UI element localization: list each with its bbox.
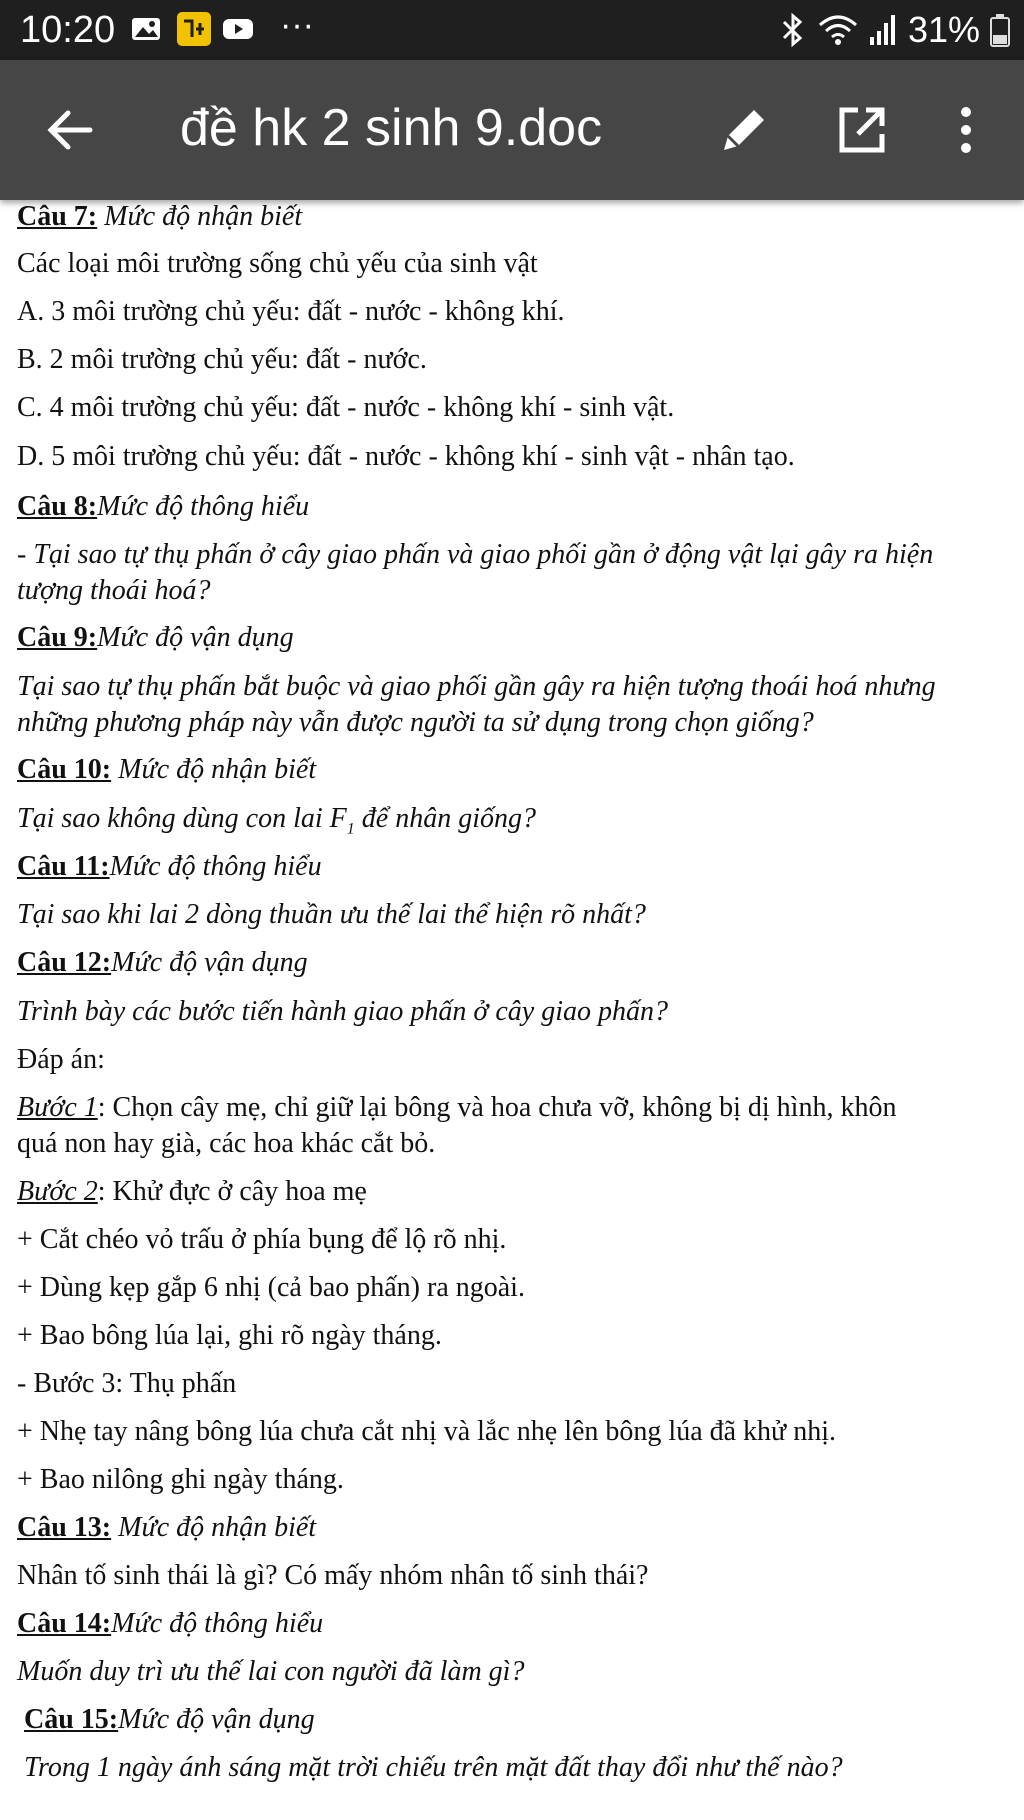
question-text: Tại sao khi lai 2 dòng thuần ưu thế lai thể hiện rõ nhất? xyxy=(17,899,646,930)
difficulty-level: Mức độ vận dụng xyxy=(111,947,308,978)
question-label: Câu 13: xyxy=(17,1512,112,1543)
answer-step-3: - Bước 3: Thụ phấn xyxy=(17,1368,237,1399)
question-label: Câu 7: xyxy=(17,201,98,232)
question-text: Trình bày các bước tiến hành giao phấn ở cây giao phấn? xyxy=(17,996,668,1027)
answer-option-a: A. 3 môi trường chủ yếu: đất - nước - không khí. xyxy=(17,296,565,327)
answer-item: + Dùng kẹp gắp 6 nhị (cả bao phấn) ra ngoài. xyxy=(17,1272,525,1303)
wifi-icon xyxy=(818,13,858,47)
question-label: Câu 9: xyxy=(17,622,98,653)
question-label: Câu 14: xyxy=(17,1608,112,1639)
battery-percent: 31% xyxy=(907,9,980,50)
difficulty-level: Mức độ nhận biết xyxy=(118,1512,317,1543)
answer-item: + Cắt chéo vỏ trấu ở phía bụng để lộ rõ nhị. xyxy=(17,1224,507,1255)
edit-pencil-icon[interactable] xyxy=(714,100,774,160)
signal-icon xyxy=(868,13,898,47)
status-time: 10:20 xyxy=(20,9,116,51)
difficulty-level: Mức độ thông hiểu xyxy=(111,1608,324,1639)
question-8-heading xyxy=(17,490,309,524)
question-label: Câu 15: xyxy=(24,1704,119,1735)
question-text: Trong 1 ngày ánh sáng mặt trời chiếu trên mặt đất thay đổi như thế nào? xyxy=(24,1752,843,1783)
question-text: những phương pháp này vẫn được người ta sử dụng trong chọn giống? xyxy=(17,707,814,738)
question-text: Nhân tố sinh thái là gì? Có mấy nhóm nhân tố sinh thái? xyxy=(17,1560,649,1591)
question-label: Câu 8: xyxy=(17,491,98,522)
answer-step-1-cont: quá non hay già, các hoa khác cắt bỏ. xyxy=(17,1128,436,1159)
question-12-heading xyxy=(17,946,308,980)
vpn-icon xyxy=(176,11,212,47)
question-text: tượng thoái hoá? xyxy=(17,575,211,606)
answer-option-b: B. 2 môi trường chủ yếu: đất - nước. xyxy=(17,344,427,375)
youtube-icon xyxy=(222,15,254,43)
question-label: Câu 10: xyxy=(17,754,112,785)
difficulty-level: Mức độ thông hiểu xyxy=(109,851,322,882)
answer-step-2: Bước 2: Khử đực ở cây hoa mẹ xyxy=(17,1176,367,1207)
answer-option-c: C. 4 môi trường chủ yếu: đất - nước - không khí - sinh vật. xyxy=(17,392,675,423)
question-14-heading xyxy=(17,1607,323,1641)
difficulty-level: Mức độ thông hiểu xyxy=(97,491,310,522)
question-11-heading xyxy=(17,850,322,884)
difficulty-level: Mức độ vận dụng xyxy=(118,1704,315,1735)
question-9-heading xyxy=(17,621,294,655)
app-bar xyxy=(0,60,1024,200)
question-label: Câu 12: xyxy=(17,947,112,978)
gallery-icon xyxy=(130,15,162,43)
difficulty-level: Mức độ nhận biết xyxy=(104,201,303,232)
question-text: Các loại môi trường sống chủ yếu của sinh vật xyxy=(17,248,538,279)
question-7-heading xyxy=(17,200,302,234)
question-13-heading xyxy=(17,1511,316,1545)
question-text: Tại sao tự thụ phấn bắt buộc và giao phối gần gây ra hiện tượng thoái hoá nhưng xyxy=(17,671,936,702)
answer-item: + Bao nilông ghi ngày tháng. xyxy=(17,1464,344,1495)
question-15-heading xyxy=(24,1703,315,1737)
answer-option-d: D. 5 môi trường chủ yếu: đất - nước - không khí - sinh vật - nhân tạo. xyxy=(17,441,795,472)
more-vert-icon[interactable] xyxy=(936,100,996,160)
answer-item: + Nhẹ tay nâng bông lúa chưa cắt nhị và lắc nhẹ lên bông lúa đã khử nhị. xyxy=(17,1416,837,1447)
more-notifications: ··· xyxy=(280,6,314,44)
question-10-heading xyxy=(17,753,316,787)
open-external-icon[interactable] xyxy=(832,100,892,160)
difficulty-level: Mức độ nhận biết xyxy=(118,754,317,785)
document-page xyxy=(0,200,1024,1820)
battery-icon xyxy=(990,13,1010,47)
answer-item: + Bao bông lúa lại, ghi rõ ngày tháng. xyxy=(17,1320,442,1351)
back-arrow-icon[interactable] xyxy=(40,100,100,160)
question-text: - Tại sao tự thụ phấn ở cây giao phấn và giao phối gần ở động vật lại gây ra hiện xyxy=(17,539,934,570)
status-bar xyxy=(0,0,1024,60)
question-text: Tại sao không dùng con lai $F_1$ để nhân giống? xyxy=(17,803,536,838)
answer-step-1: Bước 1: Chọn cây mẹ, chỉ giữ lại bông và hoa chưa vỡ, không bị dị hình, khôn xyxy=(17,1092,897,1123)
document-title: đề hk 2 sinh 9.doc xyxy=(180,99,603,157)
question-label: Câu 11: xyxy=(17,851,110,882)
difficulty-level: Mức độ vận dụng xyxy=(97,622,294,653)
bluetooth-icon xyxy=(778,12,808,48)
answer-heading: Đáp án: xyxy=(17,1044,105,1075)
question-text: Muốn duy trì ưu thế lai con người đã làm gì? xyxy=(17,1656,525,1687)
status-right xyxy=(778,9,1010,51)
